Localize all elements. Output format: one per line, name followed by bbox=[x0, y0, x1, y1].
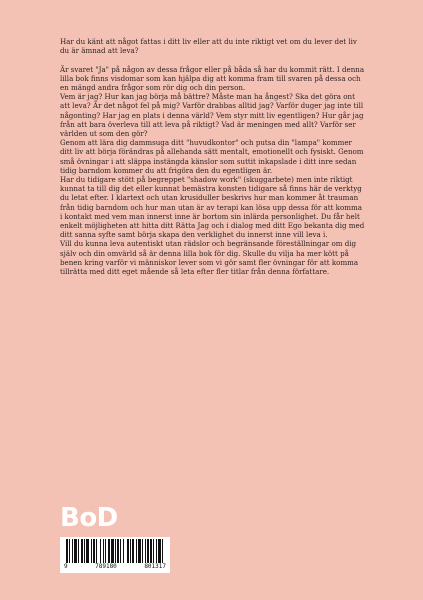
barcode-bar bbox=[81, 539, 83, 563]
barcode-bar bbox=[86, 539, 89, 563]
barcode-bar bbox=[142, 539, 143, 563]
back-cover-blurb bbox=[60, 37, 365, 276]
barcode-bar bbox=[74, 539, 77, 563]
barcode-bar bbox=[120, 539, 121, 563]
barcode-bar bbox=[100, 539, 101, 563]
isbn-barcode bbox=[60, 537, 170, 573]
barcode-bar bbox=[108, 539, 110, 563]
barcode-bar bbox=[156, 539, 157, 563]
barcode-bar bbox=[115, 539, 116, 563]
barcode-bar bbox=[162, 539, 163, 563]
barcode-digits bbox=[60, 563, 170, 571]
barcode-bar bbox=[69, 539, 70, 563]
barcode-bars bbox=[66, 539, 164, 563]
barcode-digit-group-right: 801317 bbox=[144, 563, 166, 570]
barcode-bar bbox=[103, 539, 104, 563]
barcode-bar bbox=[91, 539, 92, 563]
barcode-bar bbox=[117, 539, 119, 563]
barcode-bar bbox=[66, 539, 68, 563]
barcode-bar bbox=[93, 539, 95, 563]
barcode-bar bbox=[111, 539, 114, 563]
barcode-bar bbox=[158, 539, 161, 563]
barcode-digit-prefix: 9 bbox=[64, 563, 68, 570]
barcode-bar bbox=[72, 539, 73, 563]
barcode-bar bbox=[147, 539, 149, 563]
barcode-bar bbox=[132, 539, 134, 563]
barcode-bar bbox=[136, 539, 137, 563]
barcode-bar bbox=[130, 539, 131, 563]
barcode-bar bbox=[150, 539, 152, 563]
barcode-bar bbox=[96, 539, 97, 563]
barcode-bar bbox=[84, 539, 85, 563]
barcode-bar bbox=[127, 539, 129, 563]
barcode-digit-group-left: 789180 bbox=[95, 563, 117, 570]
blurb-body-paragraph: Är svaret "Ja" på någon av dessa frågor eller på båda så har du kommit rätt. I denna lilla bok finns visdomar som kan hjälpa dig att komma fram till svaren på dessa och en mängd andra frågor som rör dig och din person. Vem är jag? Hur kan jag börja må bättre? Måste man ha ångest? Ska det göra ont att leva? Är det något fel på mig? Varför drabbas alltid jag? Varför duger jag inte till någonting? Har jag en plats i denna värld? Vem styr mitt liv egentligen? Hur går jag från att bara överleva till att leva på riktigt? Vad är meningen med allt? Varför ser världen ut som den gör? Genom att lära dig dammsuga ditt "huvudkontor" och putsa din "lampa" kommer ditt liv att börja förändras på allehanda sätt mentalt, emotionellt och fysiskt. Genom små övningar i att släppa instängda känslor som suttit inkapslade i ditt inre sedan tidig barndom kommer du att frigöra den du egentligen är. Har du tidigare stött på begreppet "shadow work" (skuggarbete) men inte riktigt kunnat ta till dig det eller kunnat bemästra konsten tidigare så finns här de verktyg du letat efter. I klartext och utan krusiduller beskrivs hur man kommer åt trauman från tidig barndom och hur man utan är av terapi kan lösa upp dessa för att komma i kontakt med vem man innerst inne är bortom sin inlärda personlighet. Du får helt enkelt möjligheten att hitta ditt Rätta Jag och i dialog med ditt Ego bekanta dig med ditt sanna syfte samt börja skapa den verklighet du innerst inne vill leva i. Vill du kunna leva autentiskt utan rädslor och begränsande föreställningar om dig själv och din omvärld så är denna lilla bok för dig. Skulle du vilja ha mer kött på benen kring varför vi människor lever som vi gör samt fler övningar för att komma tillrätta med ditt eget mående så leta efter fler titlar från denna författare. bbox=[60, 64, 365, 277]
barcode-bar bbox=[78, 539, 79, 563]
blurb-intro-paragraph: Har du känt att något fattas i ditt liv eller att du inte riktigt vet om du lever det liv du är ämnad att leva? bbox=[60, 37, 357, 56]
barcode-bar bbox=[105, 539, 106, 563]
barcode-bar bbox=[153, 539, 154, 563]
barcode-bar bbox=[138, 539, 141, 563]
publisher-logo: BoD bbox=[60, 503, 118, 533]
barcode-bar bbox=[123, 539, 124, 563]
barcode-bar bbox=[145, 539, 146, 563]
